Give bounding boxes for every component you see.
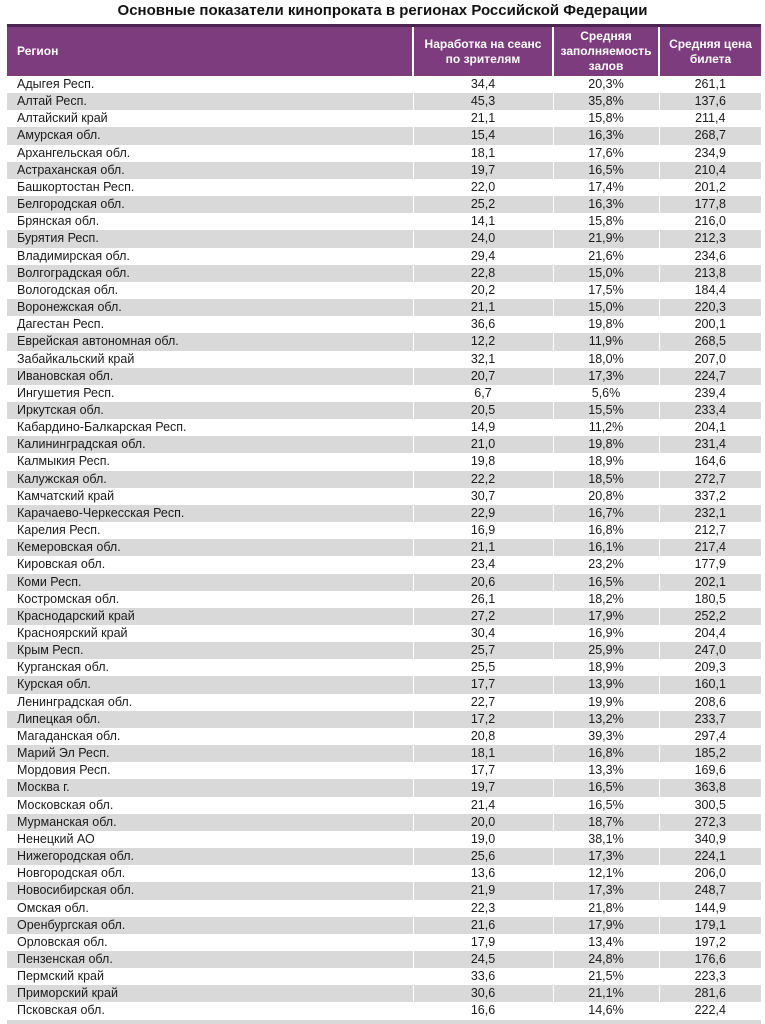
price-cell: 201,2 bbox=[659, 179, 761, 196]
price-cell: 210,4 bbox=[659, 162, 761, 179]
table-row bbox=[7, 1002, 761, 1019]
region-cell: Адыгея Респ. bbox=[17, 77, 95, 91]
occupancy-cell: 21,6% bbox=[553, 248, 659, 265]
price-cell: 176,6 bbox=[659, 951, 761, 968]
region-cell: Нижегородская обл. bbox=[17, 849, 134, 864]
table-row bbox=[7, 351, 761, 368]
region-cell: Кабардино-Балкарская Респ. bbox=[17, 420, 187, 435]
occupancy-cell: 12,1% bbox=[553, 865, 659, 882]
price-cell: 337,2 bbox=[659, 488, 761, 505]
occupancy-cell: 17,4% bbox=[553, 179, 659, 196]
price-cell: 204,1 bbox=[659, 419, 761, 436]
price-cell: 204,4 bbox=[659, 625, 761, 642]
price-cell: 179,1 bbox=[659, 917, 761, 934]
occupancy-cell: 24,8% bbox=[553, 951, 659, 968]
occupancy-cell: 16,1% bbox=[553, 539, 659, 556]
price-cell: 247,0 bbox=[659, 642, 761, 659]
sessions-cell: 24,5 bbox=[413, 951, 553, 968]
sessions-cell: 26,1 bbox=[413, 591, 553, 608]
table-row bbox=[7, 865, 761, 882]
occupancy-cell: 19,8% bbox=[553, 436, 659, 453]
occupancy-cell: 15,8% bbox=[553, 110, 659, 127]
price-cell: 281,6 bbox=[659, 985, 761, 1002]
occupancy-cell: 39,3% bbox=[553, 728, 659, 745]
region-cell: Липецкая обл. bbox=[17, 711, 101, 726]
occupancy-cell: 21,9% bbox=[553, 230, 659, 247]
table-row bbox=[7, 93, 761, 110]
sessions-cell: 20,8 bbox=[413, 728, 553, 745]
occupancy-cell: 18,7% bbox=[553, 814, 659, 831]
price-cell: 180,5 bbox=[659, 591, 761, 608]
sessions-cell: 20,6 bbox=[413, 574, 553, 591]
region-cell: Псковская обл. bbox=[17, 1003, 105, 1018]
table-row bbox=[7, 179, 761, 196]
occupancy-cell: 19,9% bbox=[553, 694, 659, 711]
sessions-cell: 14,1 bbox=[413, 213, 553, 230]
table-body bbox=[7, 76, 761, 1020]
price-cell: 252,2 bbox=[659, 608, 761, 625]
occupancy-cell: 16,5% bbox=[553, 779, 659, 796]
sessions-cell: 20,7 bbox=[413, 368, 553, 385]
sessions-cell: 21,4 bbox=[413, 797, 553, 814]
region-cell: Курганская обл. bbox=[17, 660, 109, 675]
region-cell: Карелия Респ. bbox=[17, 523, 101, 538]
region-cell: Крым Респ. bbox=[17, 643, 84, 658]
region-cell: Калужская обл. bbox=[17, 471, 107, 486]
price-cell: 216,0 bbox=[659, 213, 761, 230]
region-cell: Бурятия Респ. bbox=[17, 231, 99, 246]
occupancy-cell: 18,9% bbox=[553, 453, 659, 470]
price-cell: 220,3 bbox=[659, 299, 761, 316]
occupancy-cell: 17,3% bbox=[553, 882, 659, 899]
table-row bbox=[7, 556, 761, 573]
sessions-cell: 24,0 bbox=[413, 230, 553, 247]
region-cell: Дагестан Респ. bbox=[17, 317, 105, 332]
table-row bbox=[7, 917, 761, 934]
occupancy-cell: 19,8% bbox=[553, 316, 659, 333]
region-cell: Калининградская обл. bbox=[17, 437, 146, 452]
sessions-cell: 22,0 bbox=[413, 179, 553, 196]
occupancy-cell: 16,5% bbox=[553, 162, 659, 179]
table-row bbox=[7, 265, 761, 282]
price-cell: 160,1 bbox=[659, 676, 761, 693]
sessions-cell: 34,4 bbox=[413, 76, 553, 93]
price-cell: 177,9 bbox=[659, 556, 761, 573]
region-cell: Ивановская обл. bbox=[17, 368, 114, 383]
table-row bbox=[7, 110, 761, 127]
sessions-cell: 16,9 bbox=[413, 522, 553, 539]
sessions-cell: 25,2 bbox=[413, 196, 553, 213]
region-cell: Алтай Респ. bbox=[17, 94, 87, 109]
table-row bbox=[7, 676, 761, 693]
occupancy-cell: 20,3% bbox=[553, 76, 659, 93]
region-cell: Красноярский край bbox=[17, 626, 128, 640]
sessions-cell: 22,3 bbox=[413, 900, 553, 917]
price-cell: 224,1 bbox=[659, 848, 761, 865]
occupancy-cell: 11,9% bbox=[553, 333, 659, 350]
occupancy-cell: 15,0% bbox=[553, 299, 659, 316]
sessions-cell: 15,4 bbox=[413, 127, 553, 144]
price-cell: 144,9 bbox=[659, 900, 761, 917]
occupancy-cell: 25,9% bbox=[553, 642, 659, 659]
occupancy-cell: 16,5% bbox=[553, 797, 659, 814]
sessions-cell: 19,0 bbox=[413, 831, 553, 848]
region-cell: Новгородская обл. bbox=[17, 866, 126, 881]
header-row bbox=[7, 26, 761, 77]
region-cell: Карачаево-Черкесская Респ. bbox=[17, 505, 185, 520]
price-cell: 239,4 bbox=[659, 385, 761, 402]
sessions-cell: 17,9 bbox=[413, 934, 553, 951]
table-row bbox=[7, 436, 761, 453]
price-cell: 209,3 bbox=[659, 659, 761, 676]
sessions-cell: 13,6 bbox=[413, 865, 553, 882]
price-cell: 224,7 bbox=[659, 368, 761, 385]
sessions-cell: 30,4 bbox=[413, 625, 553, 642]
sessions-cell: 19,7 bbox=[413, 779, 553, 796]
table-row bbox=[7, 402, 761, 419]
column-header-sessions: Наработка на сеанс по зрителям bbox=[413, 26, 553, 77]
region-cell: Оренбургская обл. bbox=[17, 917, 126, 932]
occupancy-cell: 21,5% bbox=[553, 968, 659, 985]
table-row bbox=[7, 934, 761, 951]
region-cell: Пермский край bbox=[17, 969, 104, 984]
table-row bbox=[7, 985, 761, 1002]
price-cell: 222,4 bbox=[659, 1002, 761, 1019]
regions-table bbox=[7, 24, 761, 1020]
sessions-cell: 19,8 bbox=[413, 453, 553, 470]
price-cell: 223,3 bbox=[659, 968, 761, 985]
price-cell: 297,4 bbox=[659, 728, 761, 745]
table-row bbox=[7, 951, 761, 968]
region-cell: Москва г. bbox=[17, 780, 70, 795]
sessions-cell: 20,5 bbox=[413, 402, 553, 419]
sessions-cell: 21,1 bbox=[413, 299, 553, 316]
occupancy-cell: 17,9% bbox=[553, 608, 659, 625]
table-row bbox=[7, 419, 761, 436]
occupancy-cell: 15,8% bbox=[553, 213, 659, 230]
price-cell: 272,7 bbox=[659, 471, 761, 488]
table-row bbox=[7, 745, 761, 762]
occupancy-cell: 16,8% bbox=[553, 522, 659, 539]
column-header-occupancy: Средняя заполняемость залов bbox=[553, 26, 659, 77]
table-row bbox=[7, 453, 761, 470]
page-title: Основные показатели кинопроката в регионах Российской Федерации bbox=[117, 2, 648, 19]
price-cell: 208,6 bbox=[659, 694, 761, 711]
region-cell: Иркутская обл. bbox=[17, 402, 104, 417]
price-cell: 300,5 bbox=[659, 797, 761, 814]
table-row bbox=[7, 162, 761, 179]
region-cell: Архангельская обл. bbox=[17, 145, 131, 160]
table-row bbox=[7, 779, 761, 796]
occupancy-cell: 16,8% bbox=[553, 745, 659, 762]
sessions-cell: 6,7 bbox=[413, 385, 553, 402]
price-cell: 233,4 bbox=[659, 402, 761, 419]
price-cell: 212,7 bbox=[659, 522, 761, 539]
price-cell: 248,7 bbox=[659, 882, 761, 899]
region-cell: Новосибирская обл. bbox=[17, 883, 135, 898]
region-cell: Воронежская обл. bbox=[17, 300, 122, 315]
sessions-cell: 33,6 bbox=[413, 968, 553, 985]
table-row bbox=[7, 248, 761, 265]
occupancy-cell: 38,1% bbox=[553, 831, 659, 848]
sessions-cell: 23,4 bbox=[413, 556, 553, 573]
region-cell: Коми Респ. bbox=[17, 574, 82, 589]
price-cell: 207,0 bbox=[659, 351, 761, 368]
price-cell: 202,1 bbox=[659, 574, 761, 591]
sessions-cell: 19,7 bbox=[413, 162, 553, 179]
table-row bbox=[7, 385, 761, 402]
region-cell: Волгоградская обл. bbox=[17, 265, 130, 280]
price-cell: 272,3 bbox=[659, 814, 761, 831]
table-row bbox=[7, 814, 761, 831]
occupancy-cell: 18,0% bbox=[553, 351, 659, 368]
partial-next-row bbox=[7, 1020, 761, 1024]
region-cell: Еврейская автономная обл. bbox=[17, 334, 179, 349]
sessions-cell: 25,5 bbox=[413, 659, 553, 676]
sessions-cell: 36,6 bbox=[413, 316, 553, 333]
table-row bbox=[7, 368, 761, 385]
occupancy-cell: 13,2% bbox=[553, 711, 659, 728]
table-row bbox=[7, 625, 761, 642]
occupancy-cell: 18,9% bbox=[553, 659, 659, 676]
price-cell: 231,4 bbox=[659, 436, 761, 453]
occupancy-cell: 17,6% bbox=[553, 145, 659, 162]
table-row bbox=[7, 76, 761, 93]
occupancy-cell: 16,9% bbox=[553, 625, 659, 642]
price-cell: 197,2 bbox=[659, 934, 761, 951]
sessions-cell: 22,8 bbox=[413, 265, 553, 282]
column-header-price: Средняя цена билета bbox=[659, 26, 761, 77]
table-row bbox=[7, 196, 761, 213]
region-cell: Мордовия Респ. bbox=[17, 763, 111, 778]
table-row bbox=[7, 831, 761, 848]
price-cell: 268,7 bbox=[659, 127, 761, 144]
table-row bbox=[7, 711, 761, 728]
sessions-cell: 25,6 bbox=[413, 848, 553, 865]
price-cell: 363,8 bbox=[659, 779, 761, 796]
occupancy-cell: 16,3% bbox=[553, 127, 659, 144]
region-cell: Краснодарский край bbox=[17, 608, 135, 623]
price-cell: 137,6 bbox=[659, 93, 761, 110]
price-cell: 268,5 bbox=[659, 333, 761, 350]
sessions-cell: 21,0 bbox=[413, 436, 553, 453]
occupancy-cell: 11,2% bbox=[553, 419, 659, 436]
sessions-cell: 22,2 bbox=[413, 471, 553, 488]
region-cell: Магаданская обл. bbox=[17, 728, 121, 743]
occupancy-cell: 23,2% bbox=[553, 556, 659, 573]
column-header-region: Регион bbox=[7, 26, 413, 77]
table-row bbox=[7, 505, 761, 522]
table-row bbox=[7, 471, 761, 488]
occupancy-cell: 13,3% bbox=[553, 762, 659, 779]
occupancy-cell: 17,3% bbox=[553, 848, 659, 865]
sessions-cell: 30,7 bbox=[413, 488, 553, 505]
sessions-cell: 22,7 bbox=[413, 694, 553, 711]
region-cell: Кемеровская обл. bbox=[17, 540, 121, 555]
price-cell: 211,4 bbox=[659, 110, 761, 127]
table-row bbox=[7, 900, 761, 917]
table-row bbox=[7, 522, 761, 539]
sessions-cell: 18,1 bbox=[413, 745, 553, 762]
price-cell: 177,8 bbox=[659, 196, 761, 213]
occupancy-cell: 18,2% bbox=[553, 591, 659, 608]
sessions-cell: 17,7 bbox=[413, 762, 553, 779]
region-cell: Астраханская обл. bbox=[17, 162, 125, 177]
table-row bbox=[7, 127, 761, 144]
table-row bbox=[7, 574, 761, 591]
occupancy-cell: 5,6% bbox=[553, 385, 659, 402]
table-row bbox=[7, 316, 761, 333]
table-row bbox=[7, 213, 761, 230]
sessions-cell: 25,7 bbox=[413, 642, 553, 659]
table-row bbox=[7, 694, 761, 711]
region-cell: Владимирская обл. bbox=[17, 248, 130, 263]
occupancy-cell: 14,6% bbox=[553, 1002, 659, 1019]
sessions-cell: 20,0 bbox=[413, 814, 553, 831]
price-cell: 233,7 bbox=[659, 711, 761, 728]
table-row bbox=[7, 230, 761, 247]
occupancy-cell: 13,4% bbox=[553, 934, 659, 951]
occupancy-cell: 21,1% bbox=[553, 985, 659, 1002]
occupancy-cell: 17,3% bbox=[553, 368, 659, 385]
occupancy-cell: 13,9% bbox=[553, 676, 659, 693]
sessions-cell: 12,2 bbox=[413, 333, 553, 350]
table-row bbox=[7, 797, 761, 814]
price-cell: 234,9 bbox=[659, 145, 761, 162]
price-cell: 206,0 bbox=[659, 865, 761, 882]
occupancy-cell: 15,5% bbox=[553, 402, 659, 419]
table-row bbox=[7, 591, 761, 608]
price-cell: 212,3 bbox=[659, 230, 761, 247]
price-cell: 169,6 bbox=[659, 762, 761, 779]
region-cell: Костромская обл. bbox=[17, 591, 120, 606]
occupancy-cell: 21,8% bbox=[553, 900, 659, 917]
region-cell: Ингушетия Респ. bbox=[17, 385, 115, 400]
table-row bbox=[7, 848, 761, 865]
sessions-cell: 21,1 bbox=[413, 539, 553, 556]
price-cell: 217,4 bbox=[659, 539, 761, 556]
table-row bbox=[7, 488, 761, 505]
region-cell: Марий Эл Респ. bbox=[17, 746, 110, 761]
occupancy-cell: 16,5% bbox=[553, 574, 659, 591]
region-cell: Вологодская обл. bbox=[17, 282, 119, 297]
table-row bbox=[7, 728, 761, 745]
table-row bbox=[7, 642, 761, 659]
region-cell: Курская обл. bbox=[17, 677, 91, 692]
sessions-cell: 27,2 bbox=[413, 608, 553, 625]
price-cell: 234,6 bbox=[659, 248, 761, 265]
sessions-cell: 22,9 bbox=[413, 505, 553, 522]
price-cell: 213,8 bbox=[659, 265, 761, 282]
price-cell: 185,2 bbox=[659, 745, 761, 762]
table-row bbox=[7, 659, 761, 676]
table-row bbox=[7, 299, 761, 316]
sessions-cell: 18,1 bbox=[413, 145, 553, 162]
region-cell: Амурская обл. bbox=[17, 128, 101, 143]
sessions-cell: 21,1 bbox=[413, 110, 553, 127]
region-cell: Калмыкия Респ. bbox=[17, 454, 111, 469]
sessions-cell: 30,6 bbox=[413, 985, 553, 1002]
occupancy-cell: 16,7% bbox=[553, 505, 659, 522]
sessions-cell: 21,6 bbox=[413, 917, 553, 934]
occupancy-cell: 20,8% bbox=[553, 488, 659, 505]
price-cell: 164,6 bbox=[659, 453, 761, 470]
region-cell: Омская обл. bbox=[17, 900, 89, 915]
price-cell: 200,1 bbox=[659, 316, 761, 333]
table-row bbox=[7, 608, 761, 625]
table-row bbox=[7, 968, 761, 985]
sessions-cell: 14,9 bbox=[413, 419, 553, 436]
table-row bbox=[7, 282, 761, 299]
region-cell: Башкортостан Респ. bbox=[17, 179, 135, 194]
occupancy-cell: 15,0% bbox=[553, 265, 659, 282]
sessions-cell: 20,2 bbox=[413, 282, 553, 299]
price-cell: 232,1 bbox=[659, 505, 761, 522]
region-cell: Алтайский край bbox=[17, 111, 108, 126]
table-row bbox=[7, 145, 761, 162]
price-cell: 184,4 bbox=[659, 282, 761, 299]
occupancy-cell: 18,5% bbox=[553, 471, 659, 488]
occupancy-cell: 17,9% bbox=[553, 917, 659, 934]
occupancy-cell: 17,5% bbox=[553, 282, 659, 299]
occupancy-cell: 35,8% bbox=[553, 93, 659, 110]
region-cell: Белгородская обл. bbox=[17, 197, 125, 212]
sessions-cell: 17,2 bbox=[413, 711, 553, 728]
price-cell: 261,1 bbox=[659, 76, 761, 93]
region-cell: Кировская обл. bbox=[17, 557, 106, 572]
sessions-cell: 21,9 bbox=[413, 882, 553, 899]
region-cell: Брянская обл. bbox=[17, 214, 100, 229]
region-cell: Московская обл. bbox=[17, 797, 114, 812]
region-cell: Пензенская обл. bbox=[17, 951, 113, 966]
region-cell: Забайкальский край bbox=[17, 351, 135, 366]
sessions-cell: 29,4 bbox=[413, 248, 553, 265]
price-cell: 340,9 bbox=[659, 831, 761, 848]
region-cell: Орловская обл. bbox=[17, 934, 108, 949]
region-cell: Камчатский край bbox=[17, 488, 115, 503]
table-row bbox=[7, 539, 761, 556]
region-cell: Ленинградская обл. bbox=[17, 694, 133, 709]
table-row bbox=[7, 333, 761, 350]
table-header bbox=[7, 26, 761, 77]
table-row bbox=[7, 882, 761, 899]
sessions-cell: 45,3 bbox=[413, 93, 553, 110]
occupancy-cell: 16,3% bbox=[553, 196, 659, 213]
region-cell: Ненецкий АО bbox=[17, 831, 95, 846]
sessions-cell: 17,7 bbox=[413, 676, 553, 693]
sessions-cell: 16,6 bbox=[413, 1002, 553, 1019]
region-cell: Приморский край bbox=[17, 986, 118, 1001]
region-cell: Мурманская обл. bbox=[17, 814, 117, 829]
sessions-cell: 32,1 bbox=[413, 351, 553, 368]
table-row bbox=[7, 762, 761, 779]
